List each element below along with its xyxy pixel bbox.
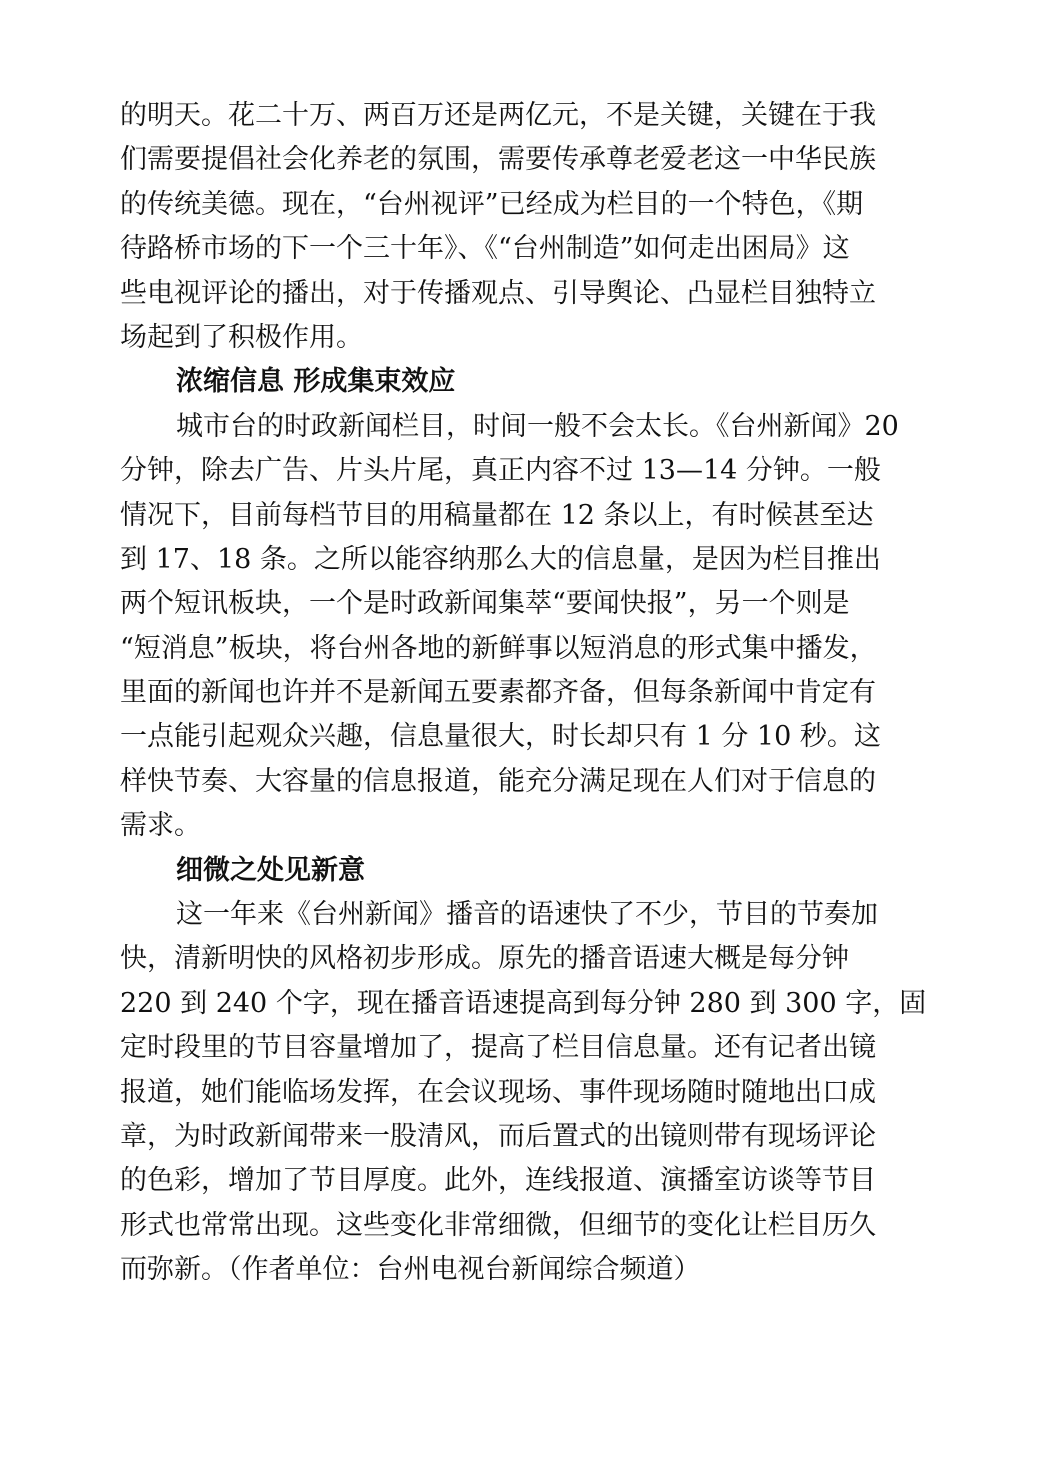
- text-line: 章，为时政新闻带来一股清风，而后置式的出镜则带有现场评论: [120, 1120, 876, 1152]
- text-line: 些电视评论的播出，对于传播观点、引导舆论、凸显栏目独特立: [120, 277, 876, 309]
- text-line: 定时段里的节目容量增加了，提高了栏目信息量。还有记者出镜: [120, 1032, 876, 1064]
- text-line: 形式也常常出现。这些变化非常细微，但细节的变化让栏目历久: [120, 1209, 876, 1241]
- text-line: 场起到了积极作用。: [120, 321, 363, 353]
- text-line: 一点能引起观众兴趣，信息量很大，时长却只有 1 分 10 秒。这: [120, 721, 881, 753]
- text-line: 情况下，目前每档节目的用稿量都在 12 条以上，有时候甚至达: [120, 499, 874, 531]
- text-line: 里面的新闻也许并不是新闻五要素都齐备，但每条新闻中肯定有: [120, 677, 876, 709]
- text-line: 需求。: [120, 810, 201, 842]
- text-line: 分钟，除去广告、片头片尾，真正内容不过 13—14 分钟。一般: [120, 455, 881, 487]
- text-line: “短消息”板块，将台州各地的新鲜事以短消息的形式集中播发，: [120, 632, 877, 664]
- text-line: 城市台的时政新闻栏目，时间一般不会太长。《台州新闻》20: [176, 410, 899, 442]
- text-line: 的明天。花二十万、两百万还是两亿元，不是关键，关键在于我: [120, 100, 876, 131]
- text-line: 样快节奏、大容量的信息报道，能充分满足现在人们对于信息的: [120, 765, 876, 797]
- text-line: 的传统美德。现在，“台州视评”已经成为栏目的一个特色，《期: [120, 188, 864, 220]
- section-heading: 浓缩信息 形成集束效应: [176, 366, 456, 398]
- text-line: 快，清新明快的风格初步形成。原先的播音语速大概是每分钟: [120, 943, 849, 975]
- text-line: 的色彩，增加了节目厚度。此外，连线报道、演播室访谈等节目: [120, 1165, 876, 1197]
- section-heading: 细微之处见新意: [176, 854, 365, 886]
- text-line: 220 到 240 个字，现在播音语速提高到每分钟 280 到 300 字，固: [120, 987, 927, 1019]
- text-line: 们需要提倡社会化养老的氛围，需要传承尊老爱老这一中华民族: [120, 144, 876, 176]
- text-line: 而弥新。（作者单位：台州电视台新闻综合频道）: [120, 1254, 701, 1286]
- text-line: 报道，她们能临场发挥，在会议现场、事件现场随时随地出口成: [120, 1076, 876, 1108]
- text-line: 这一年来《台州新闻》播音的语速快了不少，节目的节奏加: [176, 899, 878, 931]
- text-line: 两个短讯板块，一个是时政新闻集萃“要闻快报”，另一个则是: [120, 588, 850, 620]
- text-line: 待路桥市场的下一个三十年》、《“台州制造”如何走出困局》这: [120, 233, 850, 265]
- article-text: [120, 94, 950, 1293]
- text-line: 到 17、18 条。之所以能容纳那么大的信息量，是因为栏目推出: [120, 543, 881, 575]
